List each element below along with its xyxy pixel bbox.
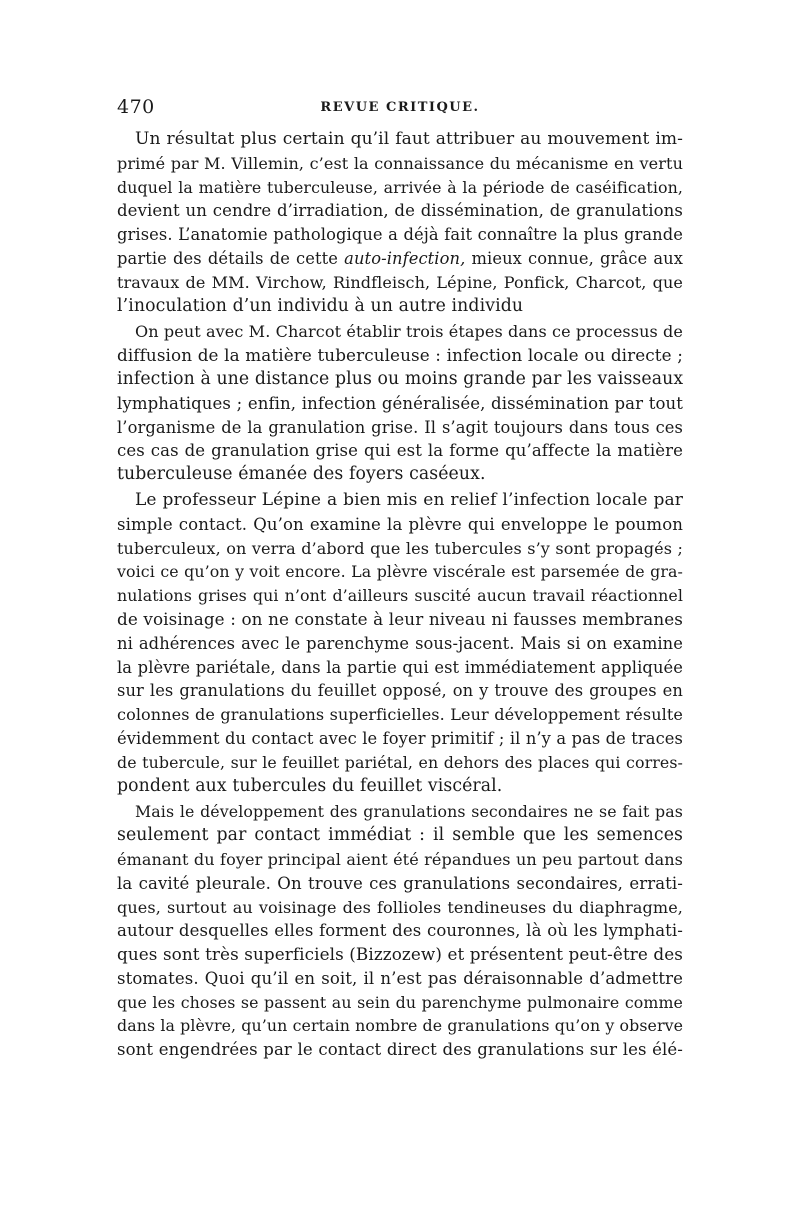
text-line: voici ce qu’on y voit encore. La plèvre viscérale est parsemée de gra- [117,562,683,582]
text-line: que les choses se passent au sein du parenchyme pulmonaire comme [117,992,683,1012]
text-line: On peut avec M. Charcot établir trois étapes dans ce processus de [135,322,683,342]
text-line: lymphatiques ; enfin, infection généralisée, dissémination par tout [117,393,683,413]
text-line: l’inoculation d’un individu à un autre individu [117,295,524,316]
paragraph-1 [117,128,683,318]
text-line: seulement par contact immédiat : il semble que les semences [117,825,683,846]
text-line: la plèvre pariétale, dans la partie qui est immédiatement appliquée [117,657,683,677]
text-line: sont engendrées par le contact direct des granulations sur les élé- [117,1040,683,1060]
text-line: émanant du foyer principal aient été répandues un peu partout dans [117,849,683,869]
text-line-mixed [117,247,683,271]
text-line: l’organisme de la granulation grise. Il s’agit toujours dans tous ces [117,417,683,437]
text-line: de voisinage : on ne constate à leur niveau ni fausses membranes [117,608,683,629]
text-line: Mais le développement des granulations secondaires ne se fait pas [135,802,683,822]
text-segment: mieux connue, grâce aux [471,248,683,268]
document-page [117,96,683,1064]
text-line: infection à une distance plus ou moins grande par les vaisseaux [117,368,684,389]
text-line: dans la plèvre, qu’un certain nombre de granulations qu’on y observe [117,1016,684,1036]
text-line: tuberculeux, on verra d’abord que les tubercules s’y sont propagés ; [117,538,683,558]
text-line: nulations grises qui n’ont d’ailleurs suscité aucun travail réactionnel [117,586,683,606]
text-line: diffusion de la matière tuberculeuse : infection locale ou directe ; [117,345,683,366]
text-segment: partie des détails de cette [117,248,339,268]
text-line: ni adhérences avec le parenchyme sous-jacent. Mais si on examine [117,633,683,653]
text-line: grises. L’anatomie pathologique a déjà fait connaître la plus grande [117,225,683,245]
text-line: de tubercule, sur le feuillet pariétal, en dehors des places qui corres- [117,752,683,772]
text-line: simple contact. Qu’on examine la plèvre qui enveloppe le poumon [117,514,683,534]
text-line: primé par M. Villemin, c’est la connaissance du mécanisme en vertu [117,153,683,173]
text-line: ces cas de granulation grise qui est la forme qu’affecte la matière [117,441,683,461]
paragraph-2 [117,320,683,487]
text-line: Le professeur Lépine a bien mis en relief l’infection locale par [135,489,683,510]
text-line: pondent aux tubercules du feuillet viscéral. [117,775,503,796]
text-line: la cavité pleurale. On trouve ces granulations secondaires, errati- [117,873,683,893]
running-title: REVUE CRITIQUE. [320,100,480,115]
text-line: devient un cendre d’irradiation, de dissémination, de granulations [117,201,683,221]
italic-term: auto-infection, [344,248,466,268]
text-line: ques sont très superficiels (Bizzozew) et présentent peut-être des [117,944,683,965]
text-line: tuberculeuse émanée des foyers caséeux. [117,464,486,485]
page-header [117,96,683,126]
text-line: travaux de MM. Virchow, Rindfleisch, Lépine, Ponfick, Charcot, que [117,272,683,292]
paragraph-4 [117,800,683,1062]
text-line: Un résultat plus certain qu’il faut attribuer au mouvement im- [135,129,683,149]
text-line: colonnes de granulations superficielles. Leur développement résulte [117,705,683,725]
text-line: sur les granulations du feuillet opposé, on y trouve des groupes en [117,681,683,701]
text-line: évidemment du contact avec le foyer primitif ; il n’y a pas de traces [117,728,683,748]
text-line: stomates. Quoi qu’il en soit, il n’est pas déraisonnable d’admettre [117,968,683,988]
text-line: ques, surtout au voisinage des follioles tendineuses du diaphragme, [117,897,683,917]
page-number: 470 [117,96,155,118]
paragraph-3 [117,489,683,798]
text-line: autour desquelles elles forment des couronnes, là où les lymphati- [117,921,683,941]
text-line: duquel la matière tuberculeuse, arrivée à la période de caséification, [117,177,683,197]
